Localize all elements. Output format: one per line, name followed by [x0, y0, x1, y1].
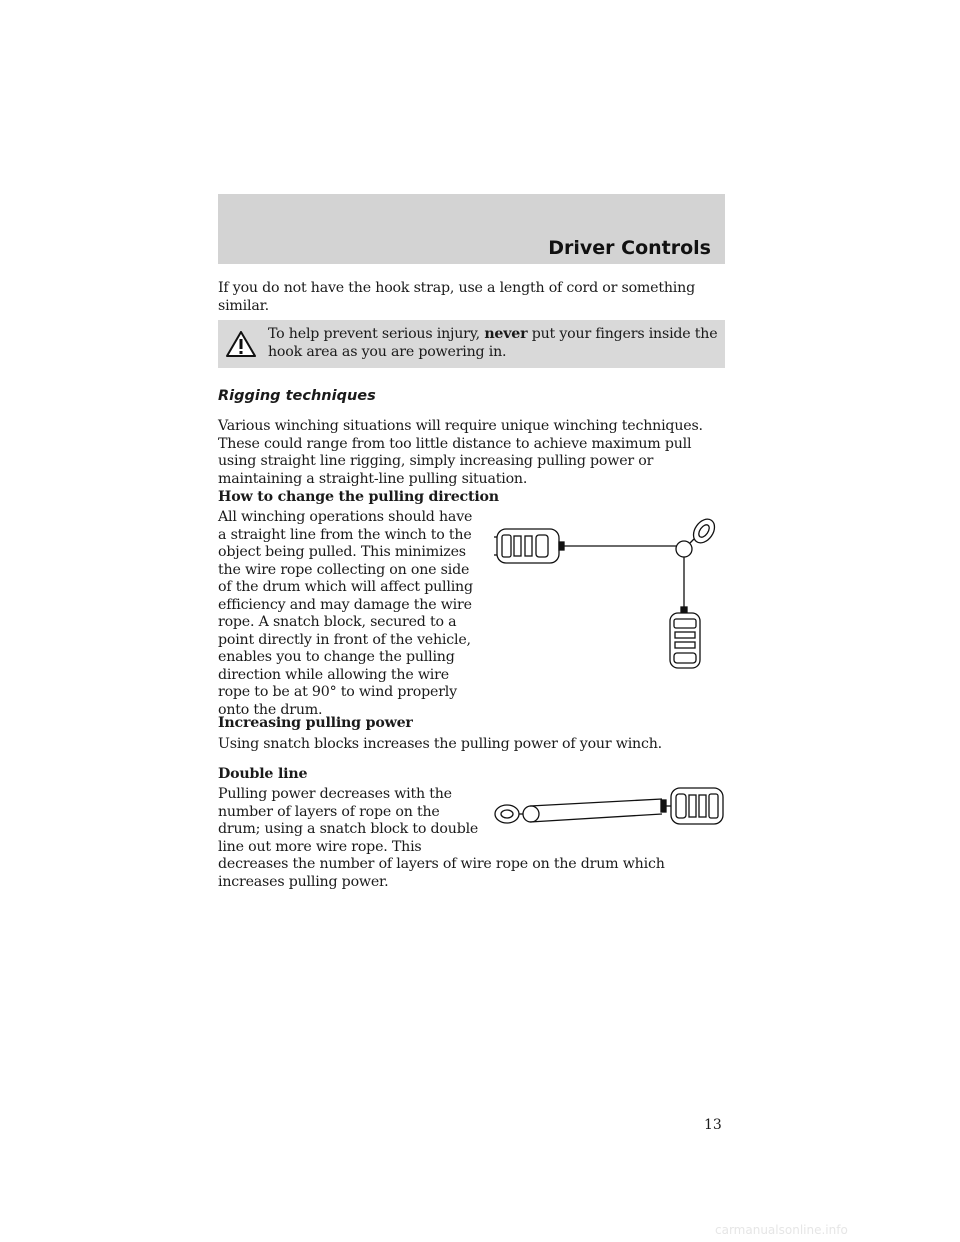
anchor-snatch-block-icon	[495, 805, 539, 823]
warning-emphasis: never	[484, 326, 528, 342]
pulling-direction-paragraph: All winching operations should have a straight line from the winch to the object being pulled. This minimizes the wire rope collecting on one side of the drum which will affect pulling efficiency and may damage the wire rope. A snatch block, secured to a point directly in front of the vehicle, enables you to change the pulling direction while allowing the wire rope to be at 90° to wind properly onto the drum.	[218, 509, 473, 718]
snatch-block-icon	[676, 515, 719, 557]
pulled-vehicle-icon	[670, 607, 700, 668]
double-line-paragraph-a: Pulling power decreases with the number of layers of rope on the drum; using a snatch block to double line out more wire rope. This	[218, 786, 479, 855]
winching-vehicle-icon	[494, 529, 564, 563]
warning-text-pre: To help prevent serious injury,	[268, 326, 485, 342]
warning-text-post: put your fingers inside the hook area as you are powering in.	[268, 326, 718, 360]
warning-triangle-icon	[226, 331, 256, 357]
increasing-power-paragraph: Using snatch blocks increases the pulling power of your winch.	[218, 736, 662, 752]
pulling-direction-heading: How to change the pulling direction	[218, 489, 499, 505]
double-line-paragraph-b: decreases the number of layers of wire rope on the drum which increases pulling power.	[218, 856, 665, 890]
section-title: Driver Controls	[548, 237, 711, 259]
double-line-diagram	[490, 770, 730, 834]
snatch-block-diagram	[490, 515, 730, 675]
section-header-band	[218, 194, 725, 264]
double-line-heading: Double line	[218, 766, 308, 782]
footer-watermark: carmanualsonline.info	[715, 1223, 848, 1237]
rigging-techniques-heading: Rigging techniques	[218, 388, 376, 404]
hook-strap-paragraph: If you do not have the hook strap, use a length of cord or something similar.	[218, 280, 695, 314]
warning-text	[268, 326, 718, 361]
rigging-intro-paragraph: Various winching situations will require unique winching techniques. These could range from too little distance to achieve maximum pull using straight line rigging, simply increasing pulling power or maintaining a straight-line pulling situation.	[218, 418, 703, 487]
winching-vehicle-icon-2	[671, 788, 723, 824]
page-number: 13	[704, 1117, 722, 1133]
increasing-power-heading: Increasing pulling power	[218, 715, 413, 731]
warning-box	[218, 320, 725, 368]
